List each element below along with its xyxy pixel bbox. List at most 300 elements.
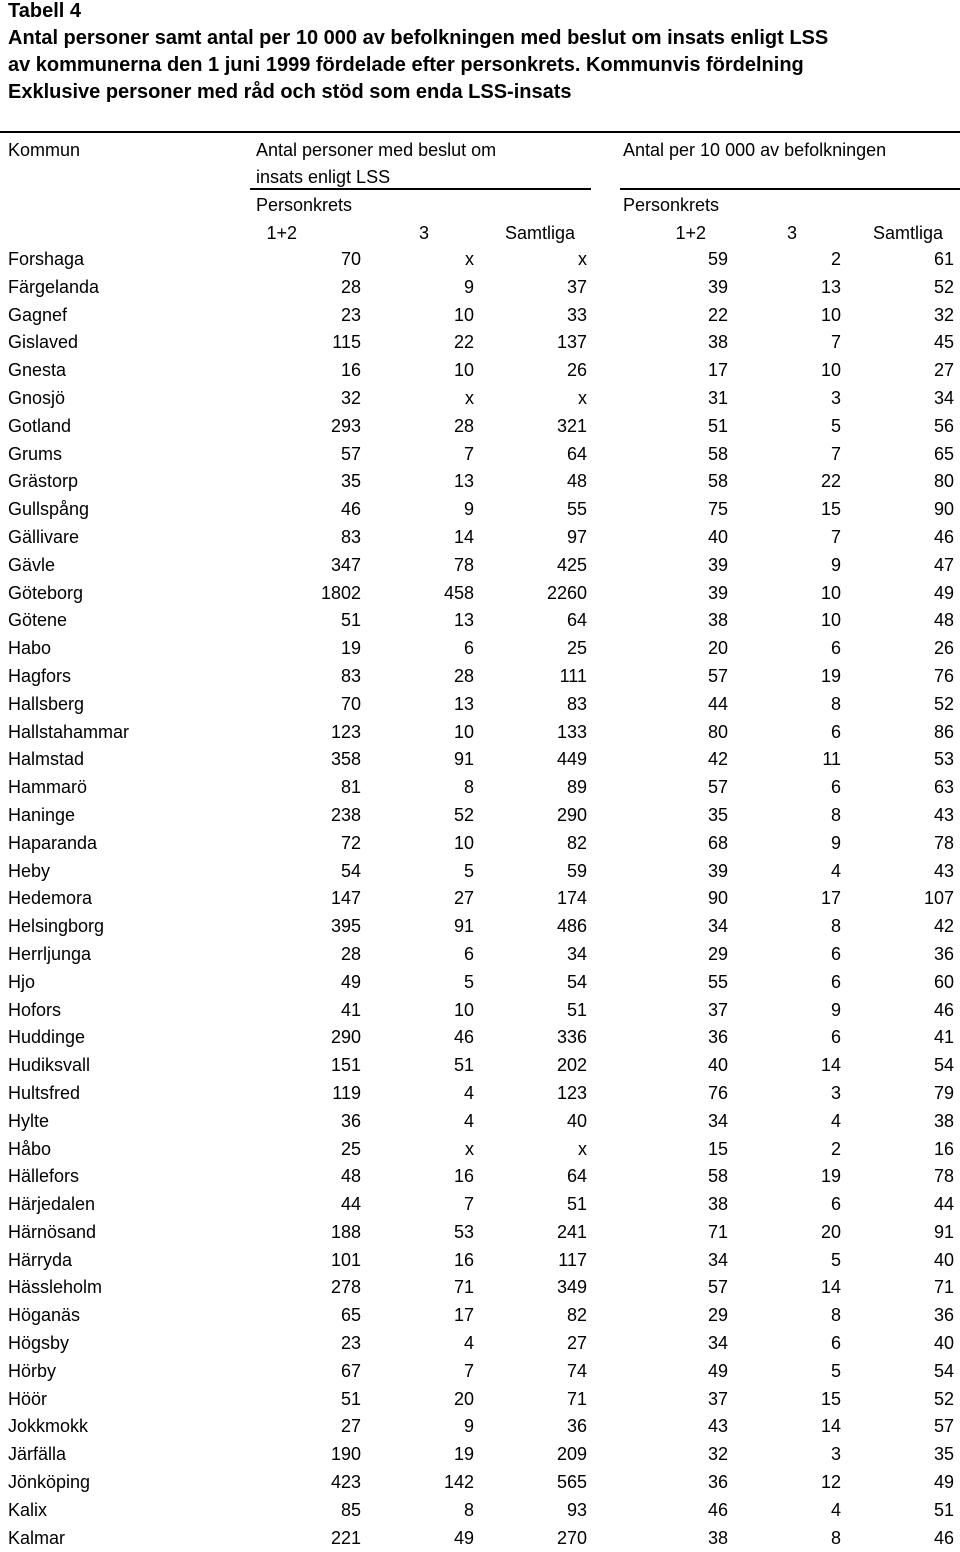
cell-count-samtliga: x <box>578 387 587 408</box>
cell-rate-3: 15 <box>820 1388 841 1409</box>
cell-rate-3: 5 <box>830 1360 841 1381</box>
header-group-count-line2: insats enligt LSS <box>256 167 391 187</box>
table-row <box>0 941 960 969</box>
cell-count-12: 48 <box>340 1166 361 1187</box>
cell-rate-3: 15 <box>820 499 841 520</box>
table-row <box>0 607 960 635</box>
header-personkrets-rate: Personkrets <box>623 195 720 215</box>
cell-count-3: 16 <box>453 1166 474 1187</box>
table-row <box>0 885 960 913</box>
cell-count-12: 347 <box>330 554 361 575</box>
cell-kommun: Färgelanda <box>8 276 100 297</box>
table-row <box>0 1469 960 1497</box>
cell-rate-samtliga: 49 <box>933 1472 954 1493</box>
title-line-3: av kommunerna den 1 juni 1999 fördelade efter personkrets. Kommunvis fördelning <box>8 54 804 76</box>
table-body <box>0 246 960 1552</box>
cell-kommun: Hammarö <box>8 777 88 798</box>
cell-count-12: 188 <box>330 1221 361 1242</box>
cell-rate-samtliga: 86 <box>933 721 954 742</box>
cell-rate-samtliga: 43 <box>933 860 954 881</box>
cell-count-12: 25 <box>340 1138 361 1159</box>
cell-kommun: Gällivare <box>8 526 80 547</box>
cell-count-samtliga: 290 <box>556 804 587 825</box>
cell-rate-samtliga: 32 <box>933 304 954 325</box>
cell-rate-samtliga: 47 <box>933 554 954 575</box>
cell-rate-samtliga: 48 <box>933 610 954 631</box>
table-row <box>0 496 960 524</box>
table-row <box>0 274 960 302</box>
cell-count-12: 115 <box>332 332 361 353</box>
cell-rate-12: 39 <box>707 860 728 881</box>
cell-rate-12: 34 <box>707 1110 728 1131</box>
cell-rate-12: 29 <box>707 943 728 964</box>
cell-rate-3: 8 <box>830 804 841 825</box>
cell-rate-samtliga: 38 <box>933 1110 954 1131</box>
cell-count-12: 85 <box>340 1499 361 1520</box>
cell-rate-3: 14 <box>820 1416 841 1437</box>
cell-kommun: Hofors <box>8 999 62 1020</box>
cell-kommun: Heby <box>8 860 51 881</box>
cell-rate-12: 90 <box>707 888 728 909</box>
cell-count-3: 4 <box>463 1110 474 1131</box>
cell-rate-3: 17 <box>820 888 841 909</box>
cell-count-12: 28 <box>340 943 361 964</box>
cell-count-12: 81 <box>340 777 361 798</box>
cell-rate-samtliga: 52 <box>933 276 954 297</box>
cell-kommun: Haninge <box>8 804 76 825</box>
cell-rate-samtliga: 16 <box>933 1138 954 1159</box>
group-count-rule <box>250 188 591 190</box>
cell-rate-12: 55 <box>707 971 728 992</box>
cell-count-12: 395 <box>330 916 361 937</box>
cell-count-3: x <box>465 249 474 269</box>
table-row <box>0 246 960 274</box>
table-row <box>0 1080 960 1108</box>
cell-count-3: 91 <box>453 749 474 770</box>
cell-count-12: 19 <box>340 638 361 659</box>
cell-rate-samtliga: 80 <box>933 471 954 492</box>
cell-count-samtliga: 97 <box>566 526 587 547</box>
cell-count-12: 41 <box>340 999 361 1020</box>
cell-count-samtliga: 51 <box>566 999 587 1020</box>
cell-rate-12: 49 <box>707 1360 728 1381</box>
cell-rate-samtliga: 107 <box>923 888 954 909</box>
cell-count-samtliga: 117 <box>558 1249 587 1270</box>
cell-count-3: x <box>465 387 474 408</box>
cell-count-3: 5 <box>463 860 474 881</box>
cell-rate-3: 8 <box>830 1527 841 1548</box>
cell-count-12: 221 <box>330 1527 361 1548</box>
cell-count-samtliga: 349 <box>556 1277 587 1298</box>
cell-rate-12: 40 <box>707 526 728 547</box>
header-group-rate: Antal per 10 000 av befolkningen <box>623 140 887 160</box>
cell-rate-3: 13 <box>820 276 841 297</box>
table-row <box>0 802 960 830</box>
table-row <box>0 1525 960 1552</box>
cell-kommun: Hultsfred <box>8 1082 81 1103</box>
cell-count-samtliga: 270 <box>556 1527 587 1548</box>
cell-rate-12: 17 <box>707 360 728 381</box>
title-line-2: Antal personer samt antal per 10 000 av befolkningen med beslut om insats enligt LSS <box>8 27 829 49</box>
cell-rate-samtliga: 36 <box>933 1305 954 1326</box>
cell-rate-3: 9 <box>830 554 841 575</box>
cell-count-samtliga: 37 <box>566 276 587 297</box>
cell-count-12: 358 <box>330 749 361 770</box>
cell-rate-samtliga: 26 <box>933 638 954 659</box>
cell-rate-3: 9 <box>830 999 841 1020</box>
table-row <box>0 524 960 552</box>
cell-kommun: Kalmar <box>8 1527 66 1548</box>
cell-rate-3: 9 <box>830 832 841 853</box>
table-row <box>0 691 960 719</box>
cell-kommun: Hörby <box>8 1360 57 1381</box>
cell-count-3: 20 <box>453 1388 474 1409</box>
cell-count-12: 67 <box>340 1360 361 1381</box>
cell-rate-3: 20 <box>820 1221 841 1242</box>
cell-kommun: Hylte <box>8 1110 50 1131</box>
cell-rate-samtliga: 54 <box>933 1055 954 1076</box>
cell-count-3: 458 <box>443 582 474 603</box>
cell-count-3: 13 <box>453 693 474 714</box>
cell-count-3: 7 <box>463 1194 474 1215</box>
cell-rate-12: 20 <box>707 638 728 659</box>
cell-rate-3: 6 <box>830 1027 841 1048</box>
cell-rate-3: 6 <box>830 1333 841 1354</box>
cell-rate-samtliga: 46 <box>933 526 954 547</box>
cell-rate-12: 59 <box>707 249 728 269</box>
cell-rate-3: 3 <box>830 1444 841 1465</box>
cell-count-samtliga: 55 <box>566 499 587 520</box>
cell-rate-12: 44 <box>707 693 728 714</box>
cell-count-3: 7 <box>463 443 474 464</box>
table-row <box>0 1386 960 1414</box>
cell-count-3: 6 <box>463 638 474 659</box>
cell-count-samtliga: 137 <box>556 332 587 353</box>
cell-rate-samtliga: 60 <box>933 971 954 992</box>
cell-count-3: 16 <box>453 1249 474 1270</box>
cell-rate-samtliga: 57 <box>933 1416 954 1437</box>
cell-rate-3: 3 <box>830 387 841 408</box>
cell-kommun: Högsby <box>8 1333 70 1354</box>
cell-count-3: 4 <box>463 1082 474 1103</box>
cell-rate-3: 19 <box>820 1166 841 1187</box>
cell-count-12: 51 <box>340 610 361 631</box>
cell-rate-12: 43 <box>707 1416 728 1437</box>
cell-rate-samtliga: 78 <box>933 832 954 853</box>
table-row <box>0 1274 960 1302</box>
table-row <box>0 302 960 330</box>
table-row <box>0 1413 960 1441</box>
cell-count-samtliga: 74 <box>566 1360 587 1381</box>
cell-count-12: 46 <box>340 499 361 520</box>
cell-rate-samtliga: 53 <box>933 749 954 770</box>
cell-rate-3: 22 <box>820 471 841 492</box>
cell-rate-3: 6 <box>830 943 841 964</box>
cell-rate-samtliga: 49 <box>933 582 954 603</box>
cell-rate-samtliga: 46 <box>933 999 954 1020</box>
table-row <box>0 774 960 802</box>
cell-rate-samtliga: 61 <box>933 249 954 269</box>
cell-rate-samtliga: 44 <box>933 1194 954 1215</box>
cell-rate-samtliga: 56 <box>933 415 954 436</box>
table-row <box>0 1163 960 1191</box>
cell-kommun: Hässleholm <box>8 1277 103 1298</box>
table-row <box>0 413 960 441</box>
cell-kommun: Gävle <box>8 554 56 575</box>
cell-rate-12: 36 <box>707 1472 728 1493</box>
cell-count-3: 19 <box>453 1444 474 1465</box>
cell-rate-3: 10 <box>820 582 841 603</box>
cell-count-3: 9 <box>463 1416 474 1437</box>
cell-rate-3: 12 <box>820 1472 841 1493</box>
cell-count-3: 10 <box>453 360 474 381</box>
cell-count-12: 290 <box>330 1027 361 1048</box>
cell-count-12: 32 <box>340 387 361 408</box>
cell-count-12: 83 <box>340 665 361 686</box>
cell-count-samtliga: 51 <box>566 1194 587 1215</box>
cell-count-3: 13 <box>453 471 474 492</box>
cell-count-3: 22 <box>453 332 474 353</box>
cell-rate-12: 37 <box>707 999 728 1020</box>
cell-kommun: Hedemora <box>8 888 93 909</box>
cell-count-3: x <box>465 1138 474 1159</box>
cell-count-samtliga: 321 <box>556 415 587 436</box>
cell-count-12: 51 <box>340 1388 361 1409</box>
cell-count-3: 78 <box>453 554 474 575</box>
cell-count-12: 49 <box>340 971 361 992</box>
cell-rate-12: 36 <box>707 1027 728 1048</box>
table-row <box>0 858 960 886</box>
cell-kommun: Höör <box>8 1388 48 1409</box>
table-row <box>0 580 960 608</box>
cell-rate-samtliga: 52 <box>933 1388 954 1409</box>
cell-rate-12: 58 <box>707 443 728 464</box>
cell-count-samtliga: x <box>578 249 587 269</box>
cell-rate-3: 8 <box>830 1305 841 1326</box>
cell-count-samtliga: 2260 <box>546 582 587 603</box>
cell-kommun: Haparanda <box>8 832 98 853</box>
cell-rate-12: 34 <box>707 1249 728 1270</box>
cell-rate-12: 57 <box>707 1277 728 1298</box>
header-kommun: Kommun <box>8 140 81 160</box>
table-row <box>0 1052 960 1080</box>
cell-count-12: 57 <box>340 443 361 464</box>
cell-rate-3: 7 <box>830 332 841 353</box>
cell-count-samtliga: 83 <box>566 693 587 714</box>
cell-kommun: Gagnef <box>8 304 68 325</box>
cell-kommun: Huddinge <box>8 1027 86 1048</box>
cell-count-samtliga: 565 <box>556 1472 587 1493</box>
cell-count-samtliga: 425 <box>556 554 587 575</box>
cell-count-samtliga: 25 <box>566 638 587 659</box>
cell-count-samtliga: 241 <box>556 1221 587 1242</box>
cell-count-12: 65 <box>340 1305 361 1326</box>
cell-rate-12: 57 <box>707 777 728 798</box>
cell-rate-3: 5 <box>830 1249 841 1270</box>
table-row <box>0 1302 960 1330</box>
table-row <box>0 719 960 747</box>
header-personkrets-count: Personkrets <box>256 195 353 215</box>
header-group-count-line1: Antal personer med beslut om <box>256 140 497 160</box>
cell-rate-3: 3 <box>830 1082 841 1103</box>
cell-kommun: Gislaved <box>8 332 79 353</box>
cell-count-3: 142 <box>443 1472 474 1493</box>
cell-rate-3: 6 <box>830 1194 841 1215</box>
cell-count-samtliga: 64 <box>566 610 587 631</box>
cell-rate-3: 6 <box>830 721 841 742</box>
cell-count-samtliga: 40 <box>566 1110 587 1131</box>
cell-rate-12: 15 <box>707 1138 728 1159</box>
cell-count-3: 17 <box>453 1305 474 1326</box>
cell-kommun: Hällefors <box>8 1166 80 1187</box>
table-row <box>0 1024 960 1052</box>
cell-rate-12: 58 <box>707 1166 728 1187</box>
cell-count-samtliga: 71 <box>566 1388 587 1409</box>
title-line-1: Tabell 4 <box>8 0 81 22</box>
table-row <box>0 468 960 496</box>
cell-count-3: 51 <box>453 1055 474 1076</box>
cell-count-3: 10 <box>453 999 474 1020</box>
cell-count-samtliga: 209 <box>556 1444 587 1465</box>
cell-count-samtliga: 64 <box>566 443 587 464</box>
cell-rate-12: 29 <box>707 1305 728 1326</box>
cell-rate-3: 4 <box>830 860 841 881</box>
cell-rate-3: 7 <box>830 526 841 547</box>
cell-rate-3: 4 <box>830 1110 841 1131</box>
cell-rate-12: 68 <box>707 832 728 853</box>
cell-kommun: Hjo <box>8 971 36 992</box>
cell-rate-12: 57 <box>707 665 728 686</box>
cell-rate-samtliga: 45 <box>933 332 954 353</box>
header-top-rule <box>0 131 960 133</box>
cell-count-samtliga: 202 <box>556 1055 587 1076</box>
cell-kommun: Hallstahammar <box>8 721 130 742</box>
cell-kommun: Hudiksvall <box>8 1055 91 1076</box>
cell-rate-samtliga: 76 <box>933 665 954 686</box>
cell-kommun: Habo <box>8 638 52 659</box>
table-row <box>0 1191 960 1219</box>
table-row <box>0 1136 960 1164</box>
cell-rate-samtliga: 91 <box>933 1221 954 1242</box>
cell-count-samtliga: 64 <box>566 1166 587 1187</box>
cell-rate-12: 34 <box>707 1333 728 1354</box>
cell-kommun: Halmstad <box>8 749 85 770</box>
cell-rate-3: 6 <box>830 971 841 992</box>
table-row <box>0 329 960 357</box>
cell-rate-samtliga: 71 <box>933 1277 954 1298</box>
cell-rate-3: 5 <box>830 415 841 436</box>
cell-rate-12: 35 <box>707 804 728 825</box>
cell-count-samtliga: 82 <box>566 1305 587 1326</box>
cell-rate-samtliga: 40 <box>933 1249 954 1270</box>
cell-rate-12: 40 <box>707 1055 728 1076</box>
cell-rate-12: 34 <box>707 916 728 937</box>
cell-count-3: 28 <box>453 665 474 686</box>
cell-rate-12: 46 <box>707 1499 728 1520</box>
cell-rate-12: 38 <box>707 1194 728 1215</box>
cell-count-12: 28 <box>340 276 361 297</box>
cell-count-3: 4 <box>463 1333 474 1354</box>
cell-rate-12: 80 <box>707 721 728 742</box>
cell-kommun: Herrljunga <box>8 943 92 964</box>
header-rate-samtliga: Samtliga <box>872 223 943 243</box>
cell-count-3: 10 <box>453 721 474 742</box>
header-count-12: 1+2 <box>266 223 297 243</box>
cell-count-12: 72 <box>340 832 361 853</box>
cell-rate-12: 39 <box>707 554 728 575</box>
cell-rate-samtliga: 42 <box>933 916 954 937</box>
cell-count-3: 10 <box>453 304 474 325</box>
cell-count-3: 91 <box>453 916 474 937</box>
cell-count-3: 52 <box>453 804 474 825</box>
cell-kommun: Jönköping <box>8 1472 91 1493</box>
cell-kommun: Götene <box>8 610 68 631</box>
cell-kommun: Göteborg <box>8 582 84 603</box>
cell-count-3: 10 <box>453 832 474 853</box>
cell-count-12: 293 <box>330 415 361 436</box>
cell-rate-samtliga: 78 <box>933 1166 954 1187</box>
cell-rate-3: 14 <box>820 1055 841 1076</box>
cell-rate-12: 38 <box>707 610 728 631</box>
cell-rate-12: 32 <box>707 1444 728 1465</box>
cell-rate-12: 37 <box>707 1388 728 1409</box>
header-rate-12: 1+2 <box>675 223 706 243</box>
cell-count-12: 36 <box>340 1110 361 1131</box>
cell-count-samtliga: 89 <box>566 777 587 798</box>
table-row <box>0 830 960 858</box>
table-row <box>0 1497 960 1525</box>
cell-count-samtliga: 336 <box>556 1027 587 1048</box>
table-row <box>0 969 960 997</box>
cell-rate-samtliga: 51 <box>933 1499 954 1520</box>
title-line-4: Exklusive personer med råd och stöd som enda LSS-insats <box>8 81 572 103</box>
cell-kommun: Gnosjö <box>8 387 66 408</box>
cell-rate-samtliga: 63 <box>933 777 954 798</box>
cell-count-samtliga: 93 <box>566 1499 587 1520</box>
cell-count-3: 14 <box>453 526 474 547</box>
cell-rate-3: 10 <box>820 610 841 631</box>
cell-rate-3: 8 <box>830 693 841 714</box>
cell-rate-3: 4 <box>830 1499 841 1520</box>
cell-rate-3: 10 <box>820 360 841 381</box>
table-row <box>0 997 960 1025</box>
cell-count-12: 190 <box>330 1444 361 1465</box>
cell-count-samtliga: 133 <box>556 721 587 742</box>
cell-count-3: 5 <box>463 971 474 992</box>
cell-count-samtliga: 449 <box>556 749 587 770</box>
header-count-samtliga: Samtliga <box>504 223 575 243</box>
cell-count-samtliga: 34 <box>566 943 587 964</box>
cell-count-samtliga: 82 <box>566 832 587 853</box>
cell-rate-samtliga: 52 <box>933 693 954 714</box>
cell-count-samtliga: 111 <box>559 665 587 686</box>
cell-count-3: 9 <box>463 276 474 297</box>
cell-rate-samtliga: 35 <box>933 1444 954 1465</box>
cell-kommun: Forshaga <box>8 249 85 269</box>
cell-count-12: 54 <box>340 860 361 881</box>
cell-rate-12: 58 <box>707 471 728 492</box>
cell-rate-samtliga: 34 <box>933 387 954 408</box>
cell-rate-samtliga: 40 <box>933 1333 954 1354</box>
cell-count-12: 44 <box>340 1194 361 1215</box>
cell-count-samtliga: 59 <box>566 860 587 881</box>
cell-count-12: 70 <box>340 249 361 269</box>
cell-count-3: 28 <box>453 415 474 436</box>
cell-rate-12: 39 <box>707 276 728 297</box>
cell-kommun: Hagfors <box>8 665 72 686</box>
cell-count-3: 8 <box>463 1499 474 1520</box>
cell-count-12: 35 <box>340 471 361 492</box>
